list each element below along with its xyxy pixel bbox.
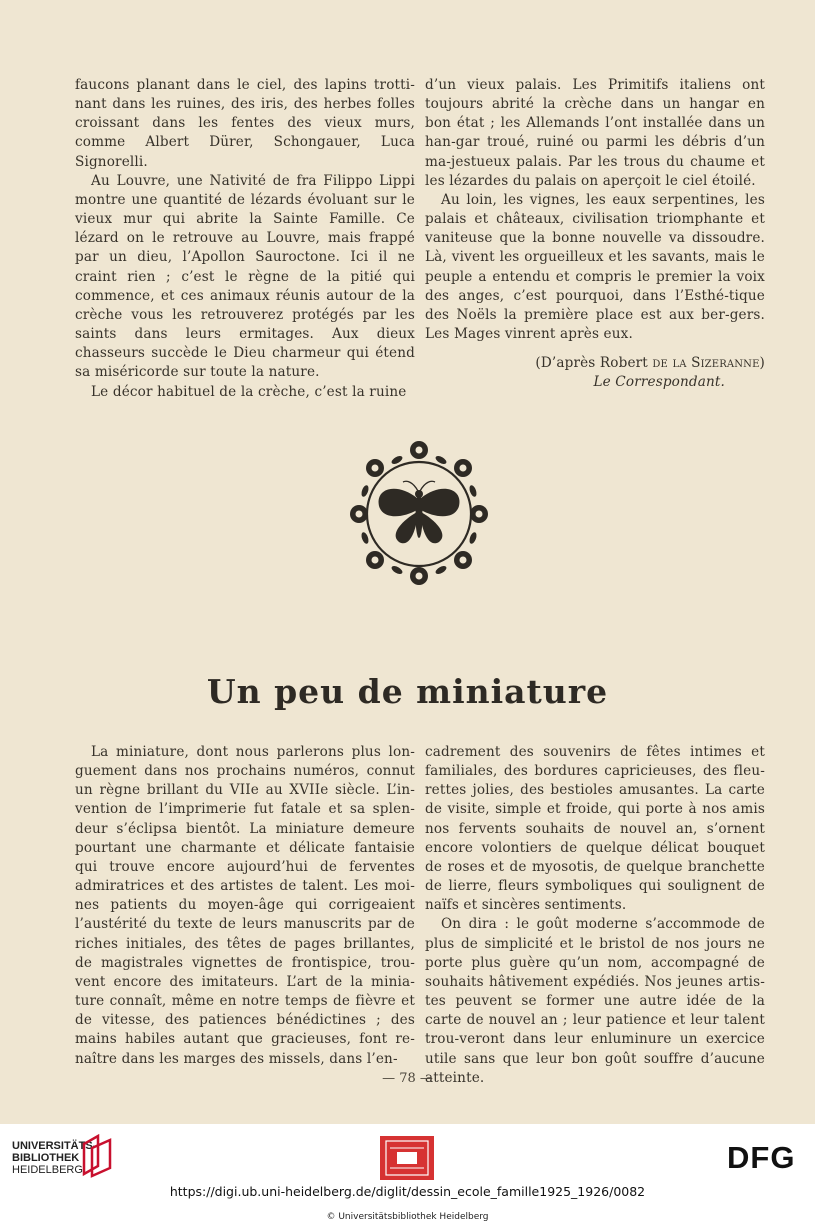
library-logo-icon[interactable] (80, 1134, 116, 1178)
paragraph: d’un vieux palais. Les Primitifs italiens ont toujours abrité la crèche dans un hangar en bon état ; les Allemands l’ont installée dans un han-gar troué, ruiné ou parmi les débris d’un ma-jestueux palais. Par les trous du chaume et les lézardes du palais on aperçoit le ciel étoilé. (425, 77, 765, 189)
library-name[interactable]: UNIVERSITÄTS- BIBLIOTHEK HEIDELBERG (12, 1140, 97, 1176)
source-citation: Le Correspondant. (593, 374, 725, 391)
paragraph: La miniature, dont nous parlerons plus lon-guement dans nos prochains numéros, connut un règne brillant du VIIe au XVIIe siècle. L’in-vention de l’imprimerie fut fatale et sa splen-deur s’éclipsa bientôt. La miniature demeure pourtant une charmante et délicate fantaisie qui trouve encore aujourd’hui de ferventes admiratrices et des artistes de talent. Les moi-nes patients du moyen-âge qui corrigeaient l’austérité du texte de leurs manuscrits par de riches initiales, des têtes de pages brillantes, de magistrales vignettes de frontispice, trou-vent encore des imitateurs. L’art de la minia-ture connaît, même en notre temps de fièvre et de vitesse, des patiences bénédictines ; des mains habiles autant que gracieuses, font re-naître dans les marges des missels, dans l’en- (75, 744, 415, 1067)
article-bottom-left-column (75, 743, 415, 1069)
page-number: — 78 — (382, 1071, 433, 1086)
butterfly-wreath-ornament (345, 436, 493, 588)
paragraph: Au loin, les vignes, les eaux serpentines, les palais et châteaux, civilisation triomphante et vaniteuse que la bonne nouvelle va dissoudre. Là, vivent les orgueilleux et les savants, mais le peuple a entendu et compris le premier la voix des anges, c’est pourquoi, dans l’Esthé-tique des Noëls la première place est aux ber-gers. Les Mages vinrent après eux. (425, 191, 765, 343)
paragraph: Le décor habituel de la crèche, c’est la ruine (91, 383, 407, 400)
article-top-left-column (75, 76, 415, 402)
permalink-url[interactable]: https://digi.ub.uni-heidelberg.de/diglit/dessin_ecole_famille1925_1926/0082 (169, 1184, 646, 1199)
article-bottom-right-column (425, 743, 765, 1088)
paragraph: faucons planant dans le ciel, des lapins trotti-nant dans les ruines, des iris, des herbes folles croissant dans les fentes des vieux murs, comme Albert Dürer, Schongauer, Luca Signorelli. (75, 77, 415, 170)
institution-seal-icon[interactable] (380, 1136, 434, 1180)
paragraph: Au Louvre, une Nativité de fra Filippo Lippi montre une quantité de lézards évoluant sur le vieux mur qui abrite la Sainte Famille. Ce lézard on le retrouve au Louvre, mais frappé par un dieu, l’Apollon Sauroctone. Ici il ne craint rien ; c’est le règne de la pitié qui commence, et ces animaux réunis autour de la crèche vous les retrouverez protégés par les saints dans leurs ermitages. Aux dieux chasseurs succède le Dieu charmeur qui étend sa miséricorde sur toute la nature. (75, 172, 415, 381)
article-title: Un peu de miniature (206, 672, 609, 711)
attribution: (D’après Robert de la Sizeranne) (535, 355, 765, 372)
copyright-notice: © Universitätsbibliothek Heidelberg (326, 1212, 489, 1222)
dfg-logo[interactable]: DFG (727, 1140, 796, 1175)
paragraph: On dira : le goût moderne s’accommode de plus de simplicité et le bristol de nos jours ne porte plus guère qu’un nom, accompagné de souhaits hâtivement expédiés. Nos jeunes artis-tes peuvent se former une autre idée de la carte de nouvel an ; leur patience et leur talent trou-veront dans leur enluminure un exercice utile sans que leur bon goût souffre d’aucune atteinte. (425, 916, 765, 1086)
article-top-right-column (425, 76, 765, 393)
paragraph: cadrement des souvenirs de fêtes intimes et familiales, des bordures capricieuses, des fleu-rettes jolies, des bestioles amusantes. La carte de visite, simple et froide, qui porte à nos amis nos fervents souhaits de nouvel an, s’ornent encore volontiers de quelque délicat bouquet de roses et de myosotis, de quelque branchette de lierre, fleurs symboliques qui soulignent de naïfs et sincères sentiments. (425, 744, 765, 914)
